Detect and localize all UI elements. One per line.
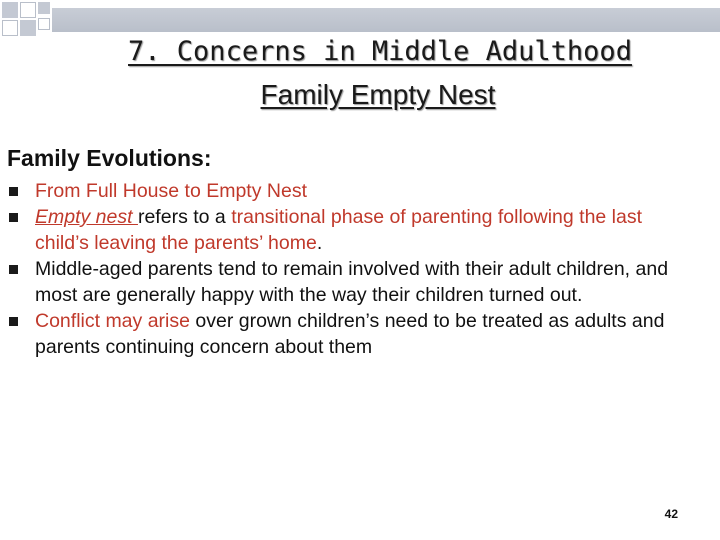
list-item: [0, 256, 700, 308]
deco-square: [2, 20, 18, 36]
slide-title: 7. Concerns in Middle Adulthood: [128, 36, 632, 67]
deco-square: [38, 2, 50, 14]
square-bullet-icon: [9, 265, 18, 274]
list-item: [0, 204, 700, 256]
deco-square: [20, 2, 36, 18]
bullet-text: Middle-aged parents tend to remain involved with their adult children, and most are generally happy with the way their children turned out.: [35, 258, 669, 306]
square-bullet-icon: [9, 187, 18, 196]
term-empty-nest: Empty nest: [35, 206, 138, 228]
slide-subtitle: Family Empty Nest: [260, 79, 496, 110]
square-bullet-icon: [9, 213, 18, 222]
bullet-text: over grown children’s need to be treated as adults and parents continuing concern about them: [35, 310, 665, 358]
decorative-header: [0, 0, 720, 40]
bullet-list: [0, 178, 700, 360]
header-bar: [52, 8, 720, 32]
bullet-text: .: [316, 232, 323, 254]
deco-square: [38, 18, 50, 30]
list-item: [0, 178, 700, 204]
bullet-text-highlight: transitional phase of parenting following the last child’s leaving the parents’ home: [35, 206, 643, 254]
list-item: [0, 308, 700, 360]
bullet-text: refers to a: [137, 206, 232, 228]
section-heading: Family Evolutions:: [7, 145, 212, 171]
bullet-text-highlight: Conflict may arise: [35, 310, 190, 332]
deco-square: [2, 2, 18, 18]
page-number: 42: [664, 507, 678, 521]
square-bullet-icon: [9, 317, 18, 326]
bullet-text: From Full House to Empty Nest: [35, 180, 307, 202]
deco-square: [20, 20, 36, 36]
